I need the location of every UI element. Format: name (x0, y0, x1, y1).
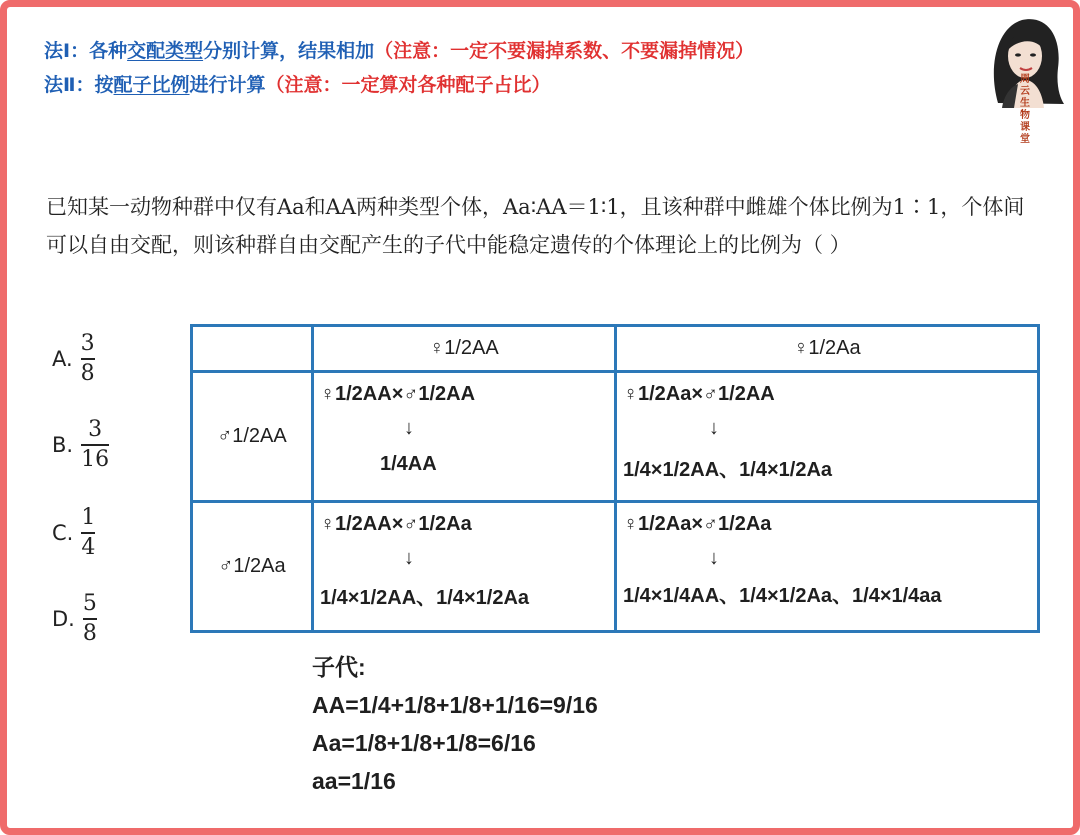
option-a-letter: A. (52, 347, 73, 371)
cross-text: ♀1/2Aa×♂1/2Aa (623, 513, 772, 535)
option-c-fraction (81, 504, 95, 562)
method-two-note: （注意：一定算对各种配子占比） (265, 74, 551, 96)
result-text: 1/4×1/2AA、1/4×1/2Aa (623, 459, 833, 481)
option-d-letter: D. (52, 607, 75, 631)
cell-Aa-x-AA (616, 372, 1039, 502)
option-d-denominator: 8 (82, 621, 97, 646)
arrow-down-icon: ↓ (404, 547, 414, 569)
method-two-keyword: 配子比例 (113, 74, 190, 96)
option-a-fraction (81, 330, 95, 388)
summary-title: 子代: (312, 654, 366, 680)
arrow-down-icon: ↓ (709, 547, 719, 569)
method-two-prefix: 法Ⅱ：按 (44, 74, 114, 96)
col-header-female-Aa: ♀1/2Aa (616, 326, 1039, 372)
method-one-note: （注意：一定不要漏掉系数、不要漏掉情况） (374, 40, 755, 62)
col-header-female-AA: ♀1/2AA (313, 326, 616, 372)
cross-text: ♀1/2AA×♂1/2AA (320, 383, 476, 405)
summary-line-Aa: Aa=1/8+1/8+1/8=6/16 (312, 730, 536, 756)
option-c[interactable] (52, 504, 95, 562)
option-a-numerator: 3 (80, 331, 95, 356)
summary-line-aa: aa=1/16 (312, 768, 396, 794)
row-header-male-Aa: ♂1/2Aa (192, 502, 313, 632)
avatar-label: 周云生物课堂 (1020, 74, 1030, 145)
option-b-letter: B. (52, 433, 74, 457)
option-c-denominator: 4 (81, 535, 96, 560)
question-text: 已知某一动物种群中仅有Aa和AA两种类型个体，Aa∶AA＝1∶1，且该种群中雌雄个体比例为1∶1，个体间可以自由交配，则该种群自由交配产生的子代中能稳定遗传的个体理论上的比例为（ ） (46, 195, 1025, 257)
option-c-numerator: 1 (81, 505, 96, 530)
cell-AA-x-Aa (313, 502, 616, 632)
offspring-summary (312, 648, 598, 800)
cross-text: ♀1/2AA×♂1/2Aa (320, 513, 472, 535)
option-b-fraction (81, 416, 109, 474)
option-d[interactable] (52, 590, 97, 648)
cell-AA-x-AA (313, 372, 616, 502)
method-one (44, 36, 754, 63)
result-text: 1/4×1/4AA、1/4×1/2Aa、1/4×1/4aa (623, 585, 942, 607)
option-b-denominator: 16 (81, 447, 110, 472)
method-one-prefix: 法Ⅰ：各种 (44, 40, 128, 62)
result-text: 1/4×1/2AA、1/4×1/2Aa (320, 587, 530, 609)
punnett-table (190, 324, 1040, 633)
result-text: 1/4AA (380, 453, 437, 475)
option-d-numerator: 5 (82, 591, 97, 616)
option-b-numerator: 3 (88, 417, 103, 442)
corner-cell (192, 326, 313, 372)
arrow-down-icon: ↓ (709, 417, 719, 439)
summary-line-AA: AA=1/4+1/8+1/8+1/16=9/16 (312, 692, 598, 718)
option-a[interactable] (52, 330, 95, 388)
method-two (44, 70, 551, 97)
cross-text: ♀1/2Aa×♂1/2AA (623, 383, 775, 405)
method-one-suffix: 分别计算，结果相加 (203, 40, 375, 62)
method-one-keyword: 交配类型 (127, 40, 204, 62)
option-d-fraction (83, 590, 97, 648)
cell-Aa-x-Aa (616, 502, 1039, 632)
method-two-suffix: 进行计算 (189, 74, 266, 96)
option-c-letter: C. (52, 521, 74, 545)
option-a-denominator: 8 (80, 361, 95, 386)
arrow-down-icon: ↓ (404, 417, 414, 439)
row-header-male-AA: ♂1/2AA (192, 372, 313, 502)
option-b[interactable] (52, 416, 109, 474)
